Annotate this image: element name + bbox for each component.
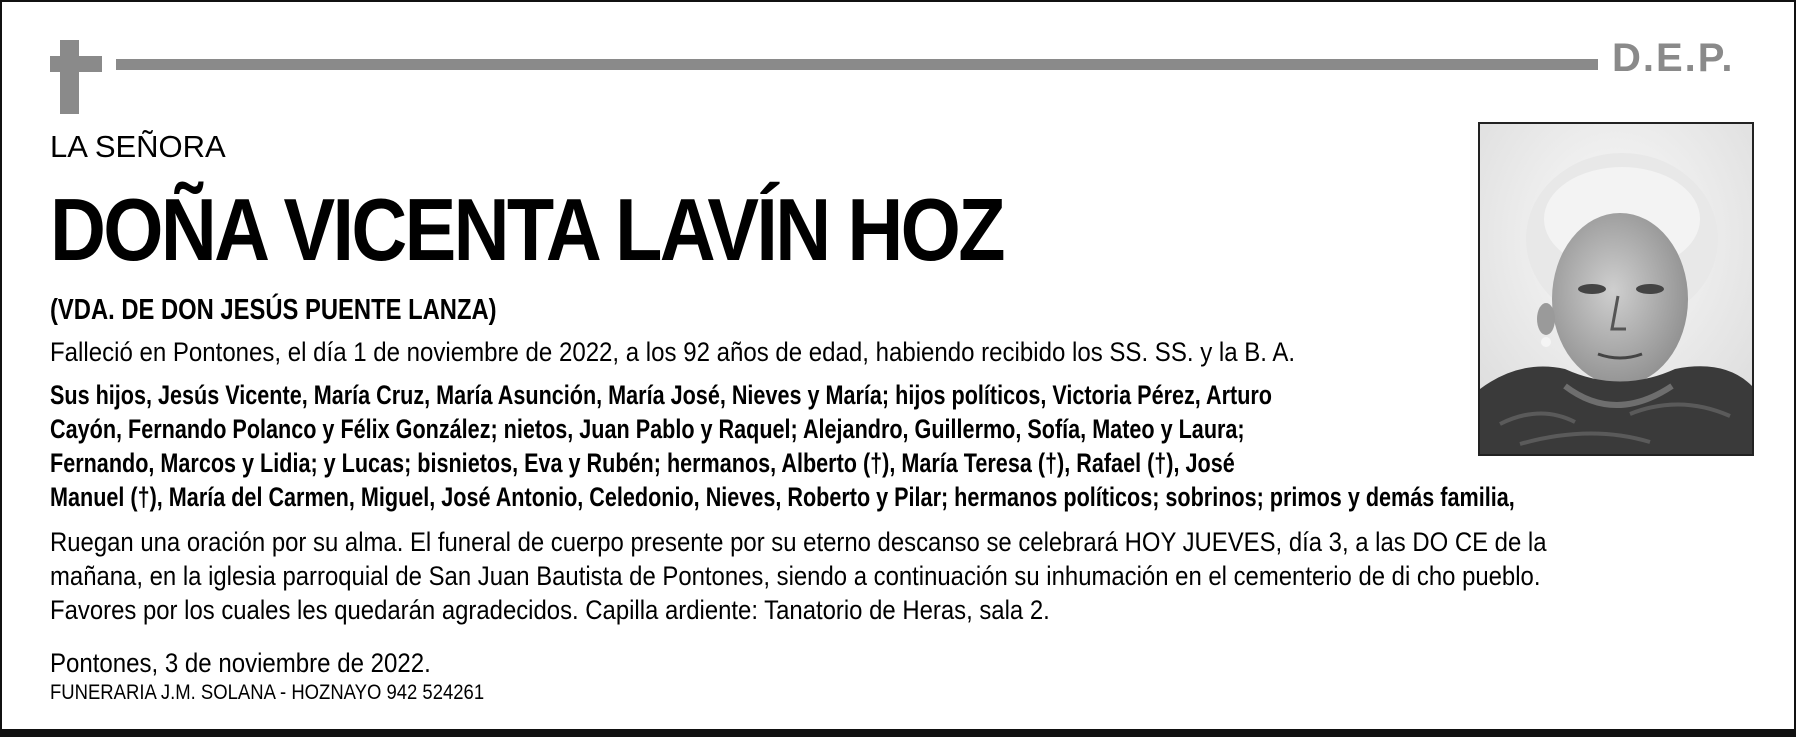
header-rule [116,59,1598,70]
widow-of: (VDA. DE DON JESÚS PUENTE LANZA) [50,294,497,326]
funeral-details [50,525,1547,627]
funeral-line: mañana, en la iglesia parroquial de San Juan Bautista de Pontones, siendo a continuación su inhumación en el cementerio de di cho pueblo. [50,561,1541,591]
funeral-line: Favores por los cuales les quedarán agradecidos. Capilla ardiente: Tanatorio de Heras, sala 2. [50,595,1050,625]
latin-cross-icon-bar [50,56,102,72]
deceased-name: DOÑA VICENTA LAVÍN HOZ [50,180,1003,279]
family-line: Sus hijos, Jesús Vicente, María Cruz, María Asunción, María José, Nieves y María; hijos políticos, Victoria Pérez, Arturo [50,380,1273,410]
family-line: Cayón, Fernando Polanco y Félix González; nietos, Juan Pablo y Raquel; Alejandro, Guillermo, Sofía, Mateo y Laura; [50,414,1245,444]
funeral-line: Ruegan una oración por su alma. El funeral de cuerpo presente por su eterno descanso se celebrará HOY JUEVES, día 3, a las DO CE de la [50,527,1547,557]
family-line: Manuel (†), María del Carmen, Miguel, José Antonio, Celedonio, Nieves, Roberto y Pilar; hermanos políticos; sobrinos; primos y demás familia, [50,482,1515,512]
death-notice: Falleció en Pontones, el día 1 de noviembre de 2022, a los 92 años de edad, habiendo recibido los SS. SS. y la B. A. [50,337,1296,367]
latin-cross-icon [60,40,79,114]
place-date: Pontones, 3 de noviembre de 2022. [50,648,431,678]
prefix-label: LA SEÑORA [50,129,226,164]
funeral-home: FUNERARIA J.M. SOLANA - HOZNAYO 942 524261 [50,681,485,704]
family-list [50,378,1515,514]
portrait-photo [1478,122,1754,456]
portrait-illustration [1480,124,1752,454]
family-line: Fernando, Marcos y Lidia; y Lucas; bisnietos, Eva y Rubén; hermanos, Alberto (†), María Teresa (†), Rafael (†), José [50,448,1235,478]
dep-label: D.E.P. [1612,36,1735,80]
